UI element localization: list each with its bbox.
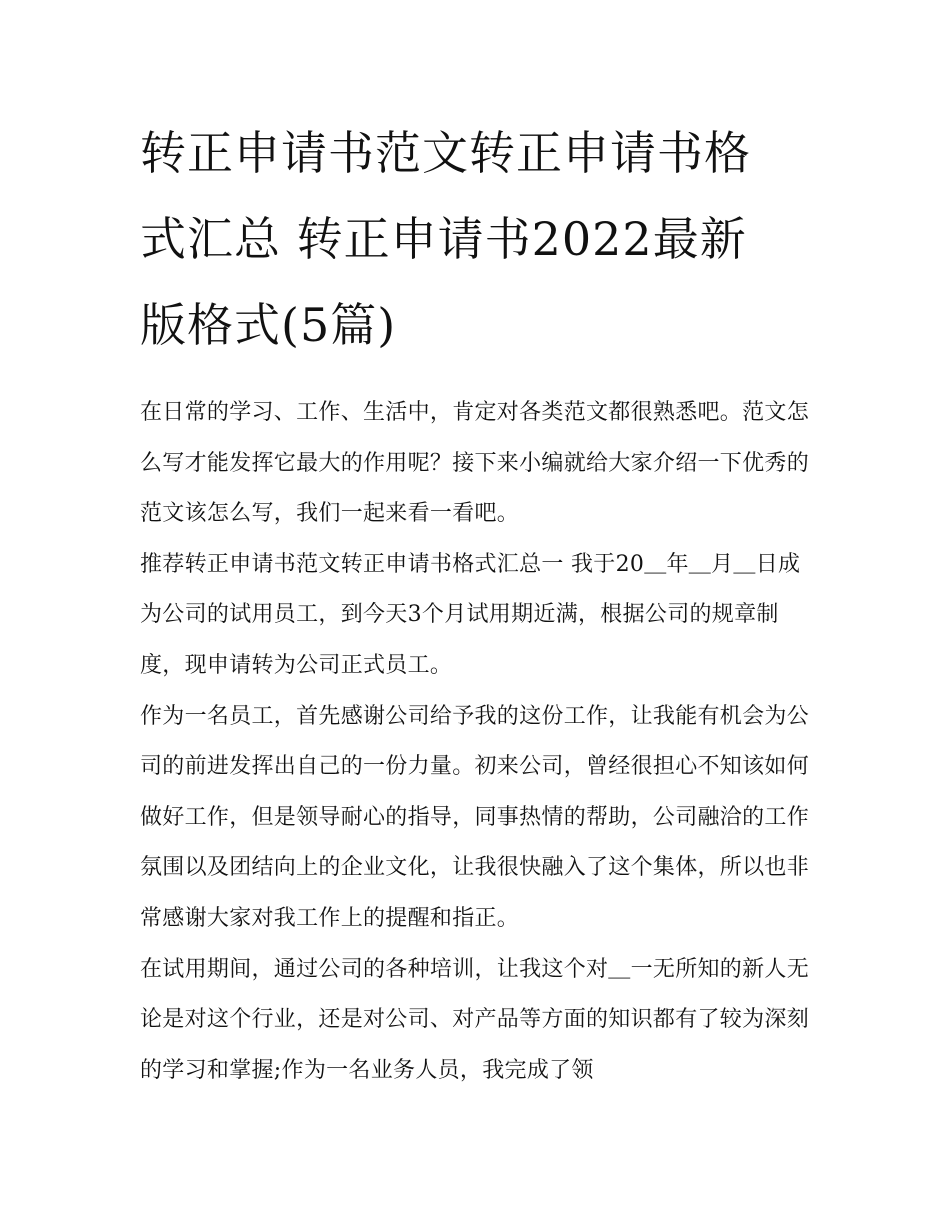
document-title bbox=[140, 110, 815, 368]
body-paragraph-3: 在试用期间，通过公司的各种培训，让我这个对＿一无所知的新人无论是对这个行业，还是对公司、对产品等方面的知识都有了较为深刻的学习和掌握;作为一名业务人员，我完成了领 bbox=[140, 956, 810, 1083]
title-line-2: 式汇总 转正申请书2022最新 bbox=[140, 212, 747, 266]
title-line-3: 版格式(5篇) bbox=[140, 298, 397, 352]
body-paragraph-1: 推荐转正申请书范文转正申请书格式汇总一 我于20＿年＿月＿日成为公司的试用员工，到今天3个月试用期近满，根据公司的规章制度，现申请转为公司正式员工。 bbox=[140, 551, 801, 678]
document-page bbox=[140, 110, 815, 1096]
title-line-1: 转正申请书范文转正申请书格 bbox=[140, 126, 751, 180]
intro-paragraph: 在日常的学习、工作、生活中，肯定对各类范文都很熟悉吧。范文怎么写才能发挥它最大的作用呢？接下来小编就给大家介绍一下优秀的范文该怎么写，我们一起来看一看吧。 bbox=[140, 400, 810, 527]
body-paragraph-2: 作为一名员工，首先感谢公司给予我的这份工作，让我能有机会为公司的前进发挥出自己的一份力量。初来公司，曾经很担心不知该如何做好工作，但是领导耐心的指导，同事热情的帮助，公司融洽的工作氛围以及团结向上的企业文化，让我很快融入了这个集体，所以也非常感谢大家对我工作上的提醒和指正。 bbox=[140, 703, 810, 931]
